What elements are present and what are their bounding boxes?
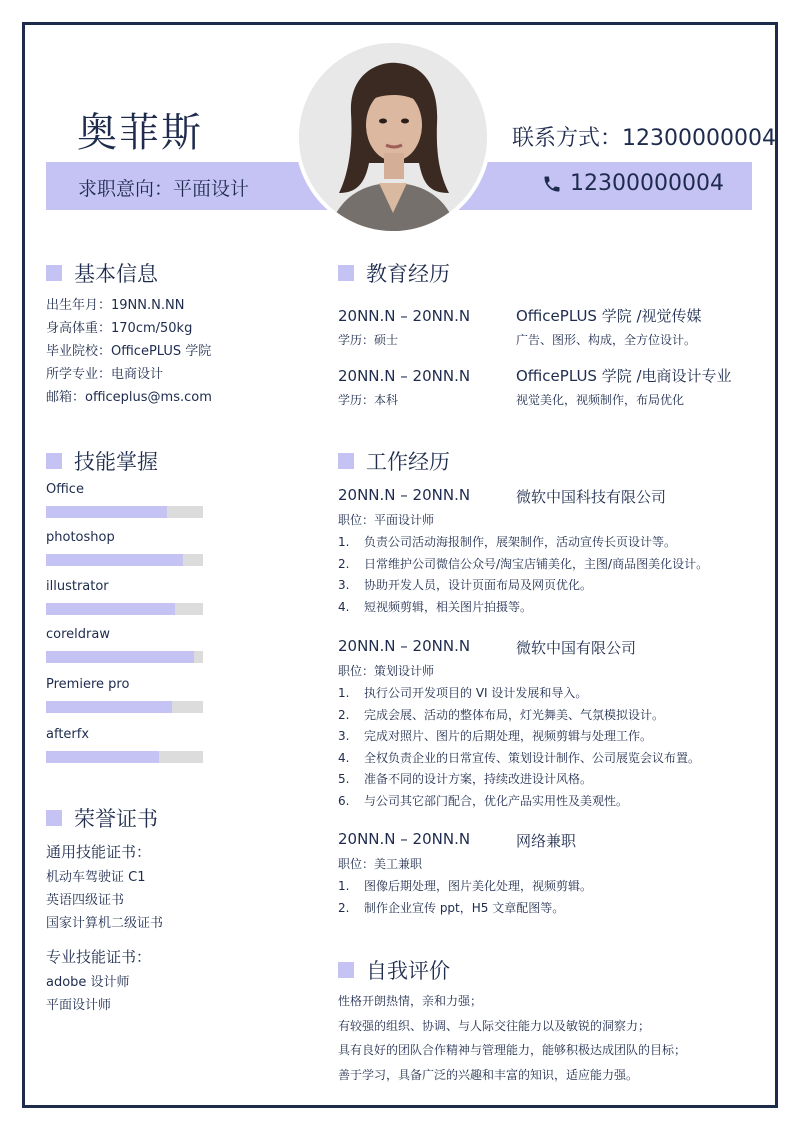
- duty-item: 1. 图像后期处理，图片美化处理，视频剪辑。: [338, 879, 593, 893]
- job-date: 20NN.N – 20NN.N: [338, 830, 471, 848]
- skill-item: [46, 530, 206, 545]
- skill-label: afterfx: [46, 727, 90, 742]
- skill-label: photoshop: [46, 530, 115, 545]
- duty-item: 1. 负责公司活动海报制作，展架制作，活动宣传长页设计等。: [338, 535, 677, 549]
- skill-bar: [46, 651, 203, 663]
- skill-bar-fill: [46, 506, 167, 518]
- edu-degree: 学历：本科: [338, 393, 399, 407]
- self-eval-line: 具有良好的团队合作精神与管理能力，能够积极达成团队的目标；: [338, 1043, 687, 1057]
- section-marker: [338, 265, 354, 281]
- section-title: 工作经历: [366, 450, 450, 474]
- job-company: 微软中国科技有限公司: [516, 488, 667, 506]
- job-company: 微软中国有限公司: [516, 639, 637, 657]
- section-self-eval: [338, 955, 450, 985]
- cert-heading: 通用技能证书：: [46, 843, 152, 861]
- skill-item: [46, 482, 206, 497]
- skill-bar: [46, 751, 203, 763]
- skill-label: coreldraw: [46, 627, 110, 642]
- cert-item: 英语四级证书: [46, 893, 125, 908]
- skill-label: Office: [46, 482, 84, 497]
- duty-item: 6. 与公司其它部门配合，优化产品实用性及美观性。: [338, 793, 629, 808]
- portrait-image: [299, 43, 487, 231]
- info-row: 出生年月：19NN.N.NN: [46, 298, 185, 313]
- duty-item: 3. 协助开发人员，设计页面布局及网页优化。: [338, 578, 593, 592]
- skill-bar: [46, 701, 203, 713]
- edu-desc: 广告、图形、构成，全方位设计。: [516, 333, 697, 347]
- skill-bar: [46, 554, 203, 566]
- job-intent: 求职意向：平面设计: [78, 178, 250, 200]
- section-title: 自我评价: [366, 959, 450, 983]
- section-title: 技能掌握: [74, 450, 158, 474]
- phone-line: [542, 171, 724, 196]
- section-skills: [46, 446, 158, 476]
- duty-item: 2. 完成会展、活动的整体布局，灯光舞美、气氛模拟设计。: [338, 707, 665, 722]
- section-work: [338, 446, 450, 476]
- skill-item: [46, 579, 206, 594]
- skill-bar-fill: [46, 751, 159, 763]
- section-basic-info: [46, 258, 158, 288]
- candidate-name: 奥菲斯: [77, 110, 203, 156]
- edu-date: 20NN.N – 20NN.N: [338, 307, 471, 325]
- section-marker: [338, 453, 354, 469]
- skill-bar: [46, 506, 203, 518]
- skill-item: [46, 627, 206, 642]
- duty-item: 2. 日常维护公司微信公众号/淘宝店铺美化，主图/商品图美化设计。: [338, 556, 709, 571]
- section-marker: [46, 265, 62, 281]
- edu-school: OfficePLUS 学院 /视觉传媒: [516, 307, 702, 325]
- skill-label: Premiere pro: [46, 677, 130, 692]
- cert-item: 机动车驾驶证 C1: [46, 870, 146, 885]
- self-eval-line: 性格开朗热情，亲和力强；: [338, 994, 483, 1008]
- duty-item: 5. 准备不同的设计方案，持续改进设计风格。: [338, 772, 593, 786]
- edu-desc: 视觉美化，视频制作，布局优化: [516, 393, 685, 407]
- job-role: 职位：美工兼职: [338, 857, 423, 871]
- job-duties: [338, 683, 700, 812]
- section-marker: [46, 453, 62, 469]
- edu-date: 20NN.N – 20NN.N: [338, 367, 471, 385]
- self-eval-line: 有较强的组织、协调、与人际交往能力以及敏锐的洞察力；: [338, 1018, 651, 1033]
- section-marker: [46, 810, 62, 826]
- info-row: 毕业院校：OfficePLUS 学院: [46, 344, 212, 359]
- duty-item: 2. 制作企业宣传 ppt，H5 文章配图等。: [338, 900, 565, 915]
- info-row: 身高体重：170cm/50kg: [46, 321, 193, 336]
- skill-item: [46, 727, 206, 742]
- skill-bar-fill: [46, 603, 175, 615]
- section-marker: [338, 962, 354, 978]
- section-title: 教育经历: [366, 262, 450, 286]
- duty-item: 1. 执行公司开发项目的 VI 设计发展和导入。: [338, 686, 588, 700]
- info-row: 邮箱：officeplus@ms.com: [46, 390, 212, 405]
- general-certs: [46, 840, 163, 935]
- contact-info: 联系方式：12300000004: [512, 126, 776, 151]
- skill-bar-fill: [46, 651, 194, 663]
- section-education: [338, 258, 450, 288]
- cert-item: adobe 设计师: [46, 975, 130, 990]
- job-date: 20NN.N – 20NN.N: [338, 486, 471, 504]
- job-role: 职位：策划设计师: [338, 664, 435, 678]
- skill-bar: [46, 603, 203, 615]
- skill-item: [46, 677, 206, 692]
- phone-icon: [542, 174, 562, 194]
- info-row: 所学专业：电商设计: [46, 367, 164, 382]
- job-role: 职位：平面设计师: [338, 513, 435, 527]
- edu-school: OfficePLUS 学院 /电商设计专业: [516, 367, 732, 385]
- edu-degree: 学历：硕士: [338, 333, 399, 347]
- job-date: 20NN.N – 20NN.N: [338, 637, 471, 655]
- cert-item: 国家计算机二级证书: [46, 916, 164, 931]
- profile-photo: [295, 39, 491, 235]
- skill-bar-fill: [46, 554, 183, 566]
- duty-item: 4. 全权负责企业的日常宣传、策划设计制作、公司展览会议布置。: [338, 750, 701, 765]
- section-title: 基本信息: [74, 262, 158, 286]
- section-honors: [46, 803, 158, 833]
- section-title: 荣誉证书: [74, 807, 158, 831]
- cert-heading: 专业技能证书：: [46, 948, 152, 966]
- pro-certs: [46, 945, 151, 1017]
- job-duties: [338, 876, 592, 919]
- duty-item: 4. 短视频剪辑，相关图片拍摄等。: [338, 599, 533, 614]
- skill-label: illustrator: [46, 579, 109, 594]
- job-company: 网络兼职: [516, 832, 577, 850]
- self-eval-line: 善于学习，具备广泛的兴趣和丰富的知识，适应能力强。: [338, 1067, 639, 1082]
- cert-item: 平面设计师: [46, 998, 112, 1013]
- duty-item: 3. 完成对照片、图片的后期处理，视频剪辑与处理工作。: [338, 729, 653, 743]
- phone-number: 12300000004: [570, 171, 724, 196]
- job-duties: [338, 532, 708, 618]
- self-eval-text: [338, 989, 686, 1087]
- basic-info-list: [46, 294, 212, 409]
- skill-bar-fill: [46, 701, 172, 713]
